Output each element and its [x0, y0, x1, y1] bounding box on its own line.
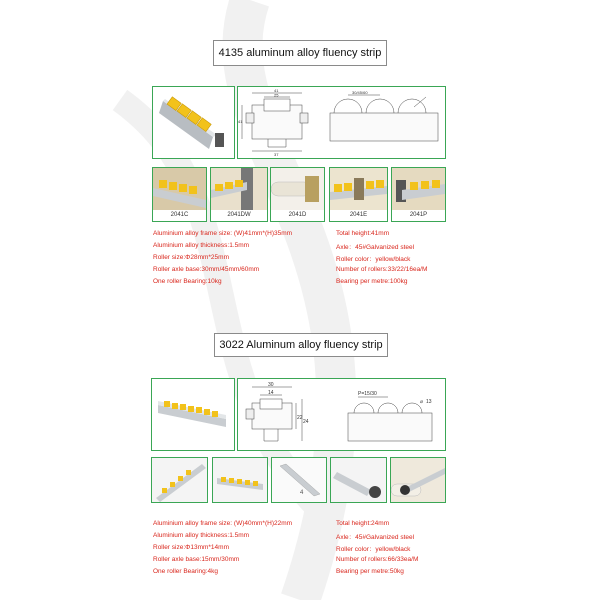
- spec-item: Axle：45#Galvanized steel: [336, 244, 415, 251]
- spec-item: Roller axle base:30mm/45mm/60mm: [153, 266, 260, 273]
- spec-item: Number of rollers:33/22/16ea/M: [336, 266, 428, 273]
- spec-item: Total height:41mm: [336, 230, 390, 237]
- section1-title: 4135 aluminum alloy fluency strip: [213, 40, 387, 66]
- section2-thumb-1: [151, 457, 208, 503]
- pitch-label: 30/45/60: [352, 90, 368, 95]
- spec-item: Bearing per metre:50kg: [336, 568, 404, 575]
- spec-item: Aluminium alloy frame size: (W)41mm*(H)35mm: [153, 230, 293, 237]
- spec-item: One roller Bearing:4kg: [153, 568, 219, 575]
- diameter-symbol: ⌀: [420, 399, 424, 405]
- thumb-label: 2041D: [271, 210, 324, 221]
- spec-item: Roller axle base:15mm/30mm: [153, 556, 240, 563]
- spec-item: Aluminium alloy frame size: (W)40mm*(H)22mm: [153, 520, 293, 527]
- roller-strip-image: [153, 87, 234, 158]
- dim-side-b: 24: [303, 419, 309, 425]
- spec-item: Aluminium alloy thickness:1.5mm: [153, 532, 250, 539]
- spec-item: Number of rollers:66/33ea/M: [336, 556, 419, 563]
- thumb-label: 2041E: [330, 210, 387, 221]
- section2-specs-left: [153, 520, 292, 580]
- thumb-2041D: [270, 167, 325, 222]
- thumb-label: 4: [300, 490, 304, 496]
- thumb-2041DW: [210, 167, 268, 222]
- section2-product-photo: [151, 378, 235, 451]
- spec-item: Aluminium alloy thickness:1.5mm: [153, 242, 250, 249]
- spec-item: Roller size:Φ13mm*14mm: [153, 544, 229, 551]
- section1-specs-right: [336, 230, 427, 290]
- spec-item: Bearing per metre:100kg: [336, 278, 408, 285]
- dim-inner: 25: [274, 92, 279, 98]
- spec-item: Roller color：yellow/black: [336, 546, 411, 553]
- section1-technical-diagram: [237, 86, 446, 159]
- pitch-label: P=15/30: [358, 391, 377, 397]
- section2-technical-diagram: [237, 378, 446, 451]
- spec-item: Roller color：yellow/black: [336, 256, 411, 263]
- section2-thumb-3: [271, 457, 327, 503]
- dim-top: 41: [274, 88, 279, 93]
- spec-item: Total height:24mm: [336, 520, 390, 527]
- section2-specs-right: [336, 520, 418, 580]
- dim-inner: 14: [268, 390, 274, 396]
- thumb-2041P: [391, 167, 446, 222]
- thumb-label: 2041DW: [211, 210, 267, 221]
- section1-product-photo: [152, 86, 235, 159]
- section2-thumb-2: [212, 457, 268, 503]
- dim-bottom: 37: [274, 152, 279, 157]
- section2-title: 3022 Aluminum alloy fluency strip: [214, 333, 388, 357]
- dim-side: 41: [238, 119, 243, 124]
- thumb-label: 2041C: [153, 210, 206, 221]
- section2-thumb-4: [330, 457, 387, 503]
- dim-top: 30: [268, 382, 274, 388]
- thumb-label: 2041P: [392, 210, 445, 221]
- diameter-label: 13: [426, 399, 432, 405]
- spec-item: Axle：45#Galvanized steel: [336, 534, 415, 541]
- spec-item: Roller size:Φ28mm*25mm: [153, 254, 229, 261]
- thumb-2041E: [329, 167, 388, 222]
- section1-specs-left: [153, 230, 292, 290]
- section2-thumb-5: [390, 457, 446, 503]
- spec-item: One roller Bearing:10kg: [153, 278, 222, 285]
- dim-side-a: 22: [297, 415, 303, 421]
- thumb-2041C: [152, 167, 207, 222]
